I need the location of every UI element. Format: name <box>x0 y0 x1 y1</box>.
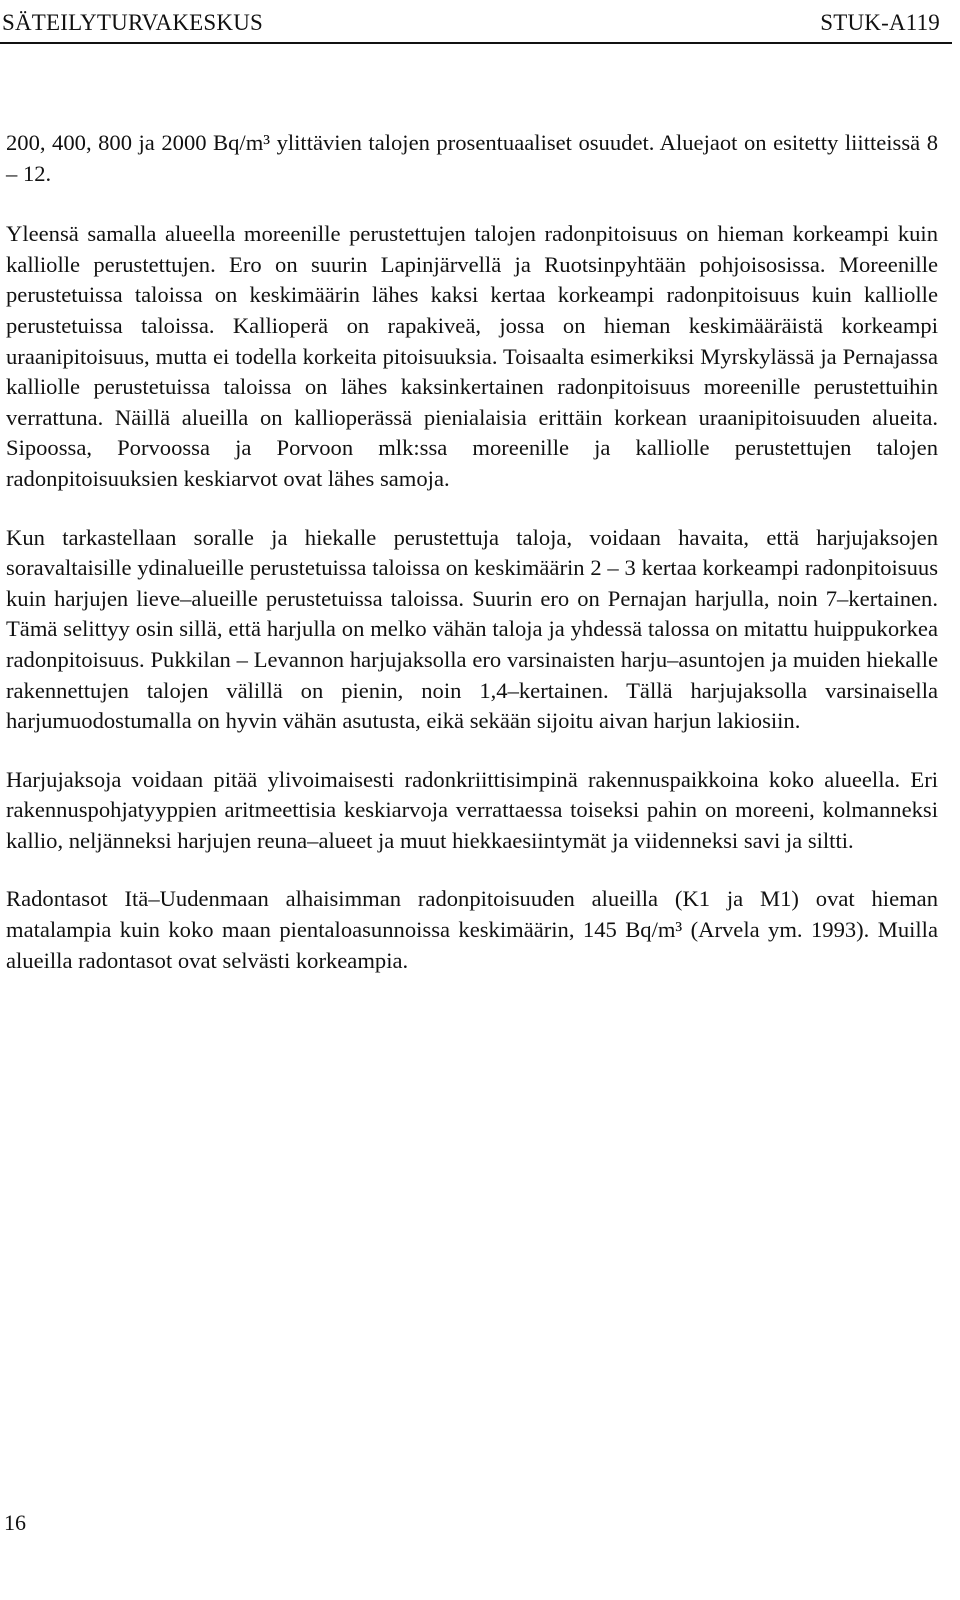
header-report-id: STUK-A119 <box>820 10 940 35</box>
page-number: 16 <box>4 1510 26 1535</box>
paragraph-1: 200, 400, 800 ja 2000 Bq/m³ ylittävien talojen prosentuaaliset osuudet. Aluejaot on esitetty liitteissä 8 – 12. <box>6 130 938 186</box>
header-rule <box>0 42 952 44</box>
running-header <box>2 6 940 40</box>
body-text <box>6 128 938 1004</box>
paragraph-3: Kun tarkastellaan soralle ja hiekalle perustettuja taloja, voidaan havaita, että harjujaksojen soravaltaisille ydinalueille perustetuissa taloissa on keskimäärin 2 – 3 kertaa korkeampi radonpitoisuus kuin harjujen lieve–alueille perustetuissa taloissa. Suurin ero on Pernajan harjulla, noin 7–kertainen. Tämä selittyy osin sillä, että harjulla on melko vähän taloja ja yhdessä talossa on mitattu huippukorkea radonpitoisuus. Pukkilan – Levannon harjujaksolla ero varsinaisten harju–asuntojen ja muiden hiekalle rakennettujen talojen välillä on pienin, noin 1,4–kertainen. Tällä harjujaksolla varsinaisella harjumuodostumalla on hyvin vähän asutusta, eikä sekään sijoitu aivan harjun lakiosiin. <box>6 524 938 734</box>
paragraph-2: Yleensä samalla alueella moreenille perustettujen talojen radonpitoisuus on hieman korkeampi kuin kalliolle perustettujen. Ero on suurin Lapinjärvellä ja Ruotsinpyhtään pohjoisosissa. Moreenille perustetuissa taloissa on keskimäärin lähes kaksi kertaa korkeampi radonpitoisuus kuin kalliolle perustetuissa taloissa. Kallioperä on rapakiveä, jossa on hieman keskimääräistä korkeampi uraanipitoisuus, mutta ei todella korkeita pitoisuuksia. Toisaalta esimerkiksi Myrskylässä ja Pernajassa kalliolle perustetuissa taloissa on lähes kaksinkertainen radonpitoisuus moreenille perustettuihin verrattuna. Näillä alueilla on kallioperässä pienialaisia erittäin korkean uraanipitoisuuden alueita. Sipoossa, Porvoossa ja Porvoon mlk:ssa moreenille ja kalliolle perustettujen talojen radonpitoisuuksien keskiarvot ovat lähes samoja. <box>6 221 938 491</box>
paragraph-4: Harjujaksoja voidaan pitää ylivoimaisesti radonkriittisimpinä rakennuspaikkoina koko alueella. Eri rakennuspohjatyyppien aritmeettisia keskiarvoja verrattaessa toiseksi pahin on moreeni, kolmanneksi kallio, neljänneksi harjujen reuna–alueet ja muut hiekkaesiintymät ja viidenneksi savi ja siltti. <box>6 766 938 853</box>
paragraph-5: Radontasot Itä–Uudenmaan alhaisimman radonpitoisuuden alueilla (K1 ja M1) ovat hieman matalampia kuin koko maan pientaloasunnoissa keskimäärin, 145 Bq/m³ (Arvela ym. 1993). Muilla alueilla radontasot ovat selvästi korkeampia. <box>6 886 938 973</box>
header-organization: SÄTEILYTURVAKESKUS <box>2 10 263 35</box>
